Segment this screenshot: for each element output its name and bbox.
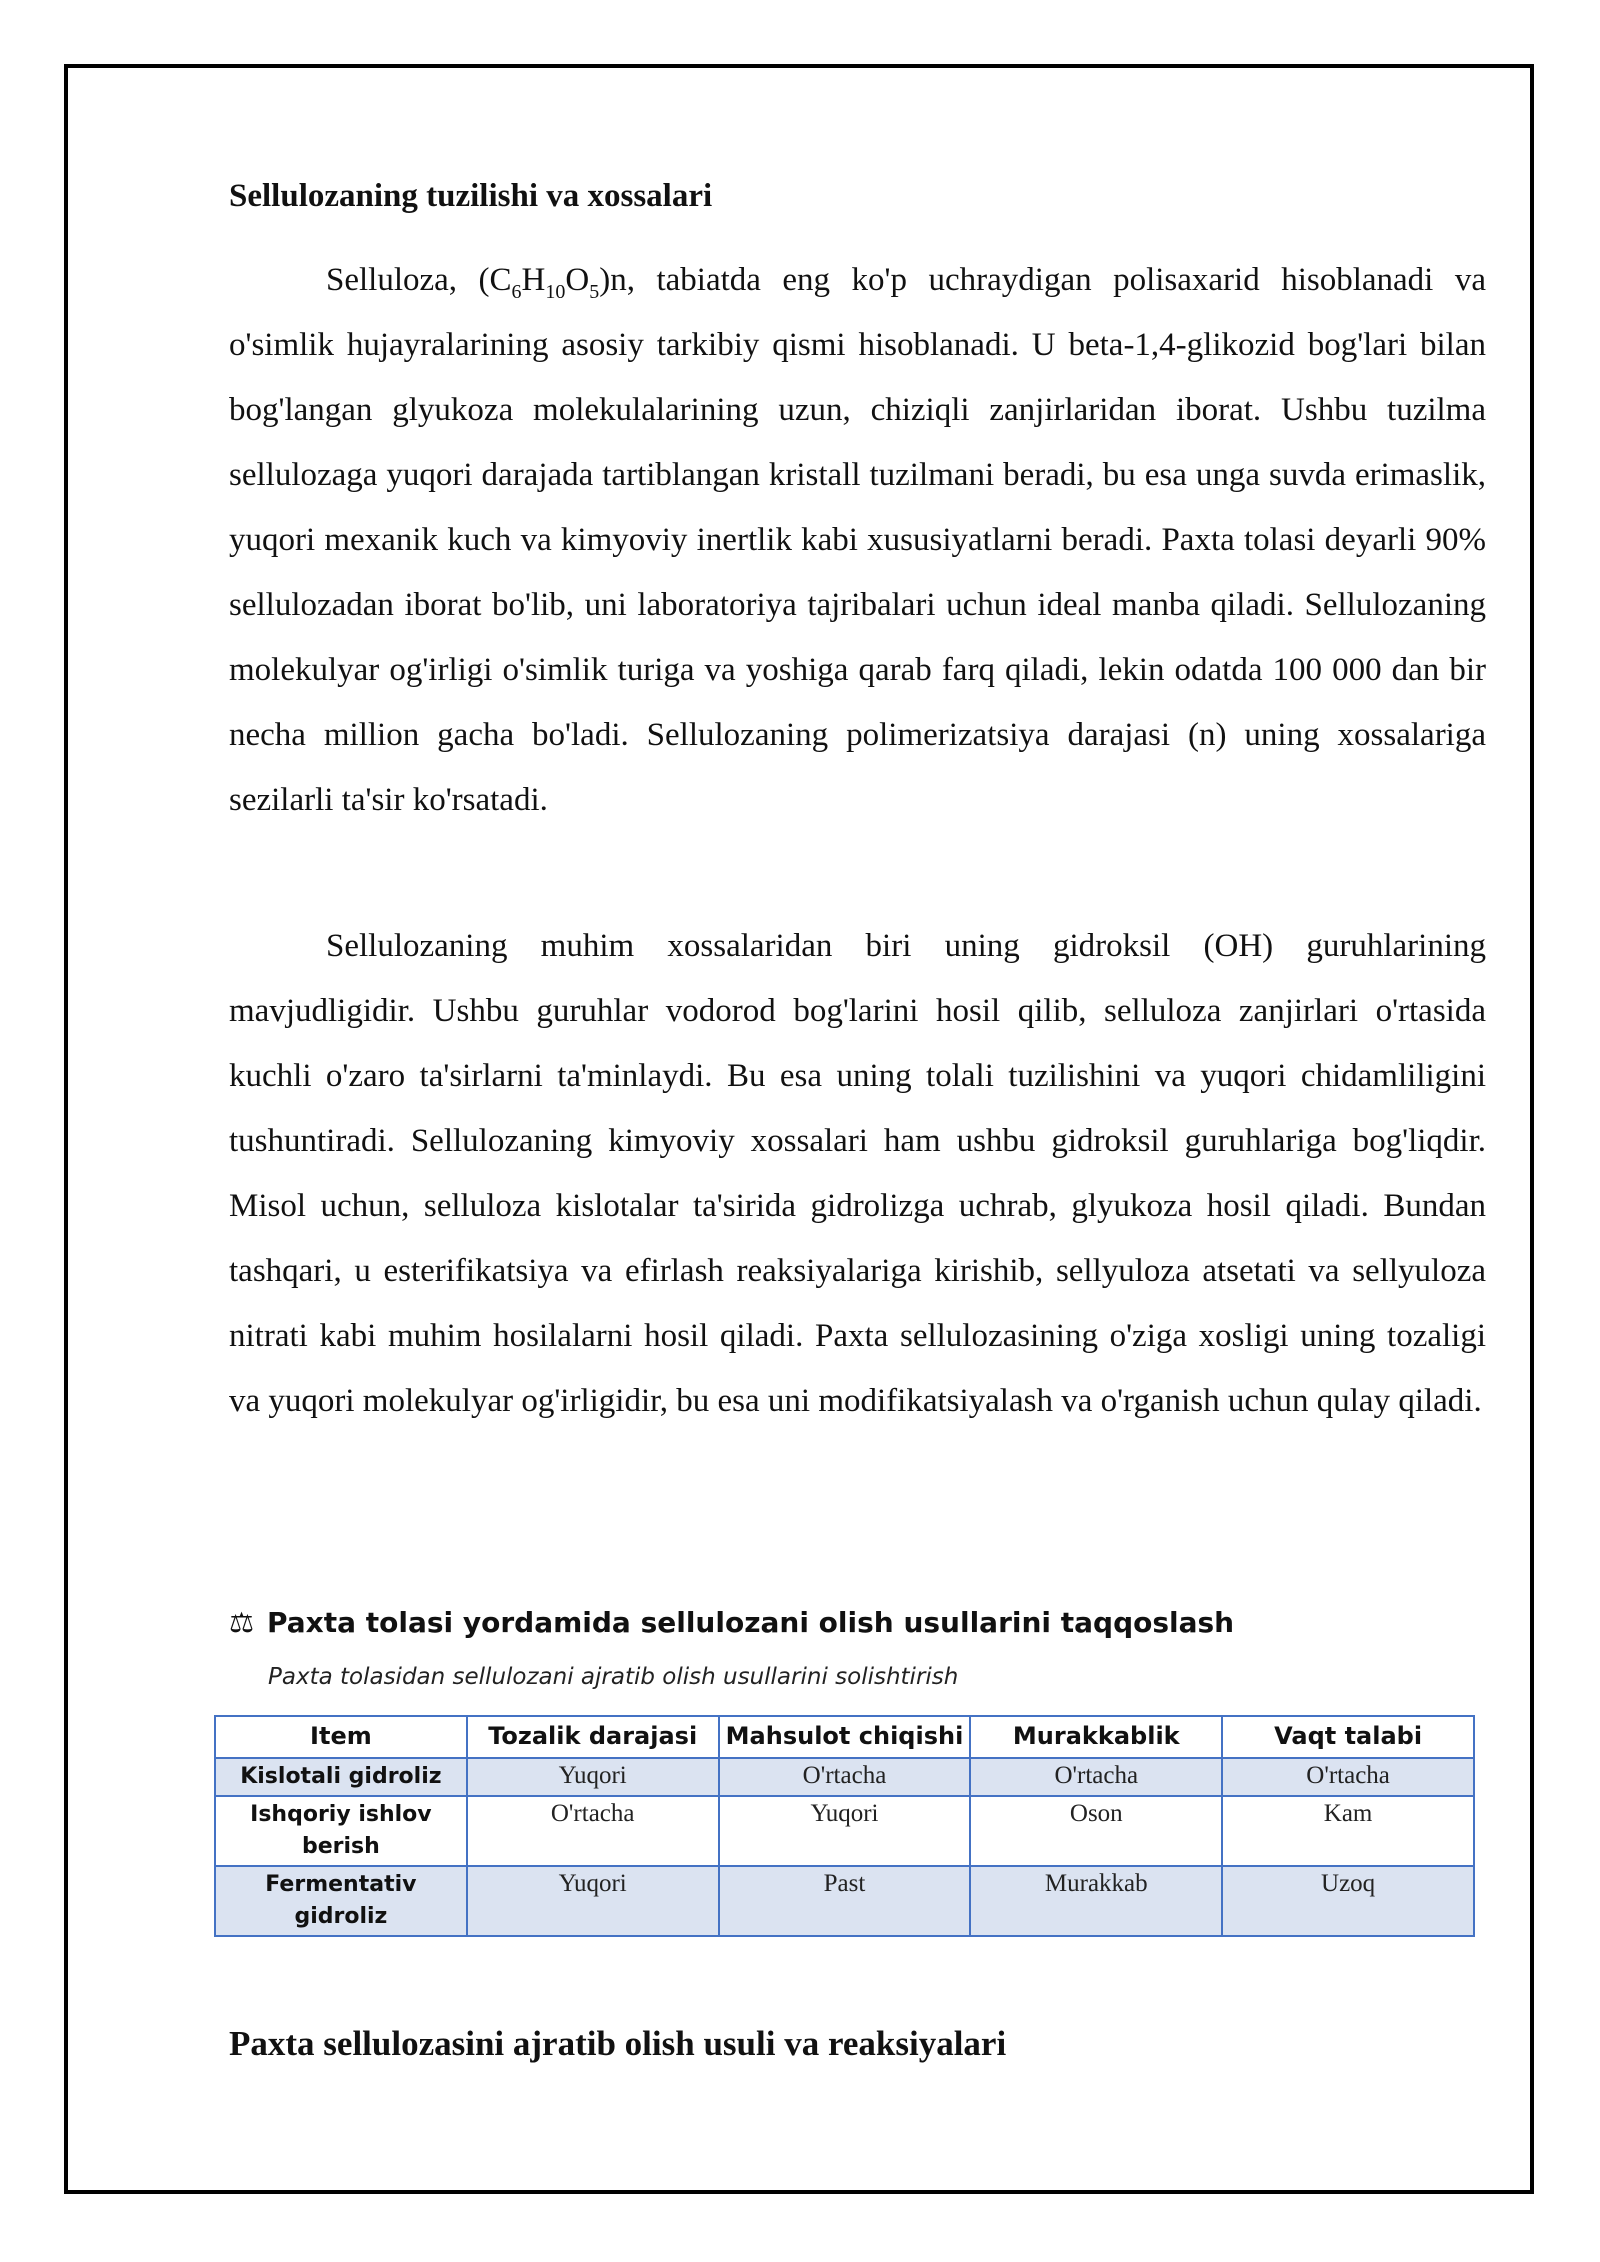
subscript: 6 [511, 281, 522, 303]
subscript: 10 [545, 281, 566, 303]
table-header-row [215, 1716, 1474, 1758]
section-title: Sellulozaning tuzilishi va xossalari [229, 178, 713, 214]
section-title: Paxta sellulozasini ajratib olish usuli va reaksiyalari [229, 2024, 1007, 2063]
body-paragraph [229, 914, 1486, 1434]
scale-icon: ⚖ [229, 1606, 255, 1639]
formula-text: Selluloza, (C [326, 262, 512, 298]
table-cell: Kam [1222, 1796, 1474, 1866]
paragraph-text: )n, tabiatda eng ko'p uchraydigan polisaxarid hisoblanadi va o'simlik hujayralarining asosiy tarkibiy qismi hisoblanadi. U beta-1,4-glikozid bog'lari bilan bog'langan glyukoza molekulalarining uzun, chiziqli zanjirlaridan iborat. Ushbu tuzilma sellulozaga yuqori darajada tartiblangan kristall tuzilmani beradi, bu esa unga suvda erimaslik, yuqori mexanik kuch va kimyoviy inertlik kabi xususiyatlarni beradi. Paxta tolasi deyarli 90% sellulozadan iborat bo'lib, uni laboratoriya tajribalari uchun ideal manba qiladi. Sellulozaning molekulyar og'irligi o'simlik turiga va yoshiga qarab farq qiladi, lekin odatda 100 000 dan bir necha million gacha bo'ladi. Sellulozaning polimerizatsiya darajasi (n) uning xossalariga sezilarli ta'sir ko'rsatadi. [229, 262, 1486, 818]
table-cell: Oson [970, 1796, 1222, 1866]
row-header: Fermentativ gidroliz [215, 1866, 467, 1936]
table-row [215, 1796, 1474, 1866]
row-header: Ishqoriy ishlov berish [215, 1796, 467, 1866]
paragraph-text: Sellulozaning muhim xossalaridan biri uning gidroksil (OH) guruhlarining mavjudligidir. Ushbu guruhlar vodorod bog'larini hosil qilib, selluloza zanjirlari o'rtasida kuchli o'zaro ta'sirlarni ta'minlaydi. Bu esa uning tolali tuzilishini va yuqori chidamliligini tushuntiradi. Sellulozaning kimyoviy xossalari ham ushbu gidroksil guruhlariga bog'liqdir. Misol uchun, selluloza kislotalar ta'sirida gidrolizga uchrab, glyukoza hosil qiladi. Bundan tashqari, u esterifikatsiya va efirlash reaksiyalariga kirishib, sellyuloza atsetati va sellyuloza nitrati kabi muhim hosilalarni hosil qiladi. Paxta sellulozasining o'ziga xosligi uning tozaligi va yuqori molekulyar og'irligidir, bu esa uni modifikatsiyalash va o'rganish uchun qulay qiladi. [229, 928, 1486, 1419]
column-header: Item [215, 1716, 467, 1758]
table-row [215, 1866, 1474, 1936]
column-header: Tozalik darajasi [467, 1716, 719, 1758]
table-cell: O'rtacha [1222, 1758, 1474, 1796]
subscript: 5 [589, 281, 600, 303]
table-cell: Yuqori [467, 1866, 719, 1936]
table-cell: O'rtacha [467, 1796, 719, 1866]
table-cell: Yuqori [719, 1796, 971, 1866]
table-cell: O'rtacha [970, 1758, 1222, 1796]
column-header: Murakkablik [970, 1716, 1222, 1758]
column-header: Vaqt talabi [1222, 1716, 1474, 1758]
column-header: Mahsulot chiqishi [719, 1716, 971, 1758]
table-title-text: Paxta tolasi yordamida sellulozani olish usullarini taqqoslash [267, 1606, 1235, 1639]
formula-text: O [565, 262, 590, 298]
formula-text: H [521, 262, 546, 298]
table-cell: O'rtacha [719, 1758, 971, 1796]
table-row [215, 1758, 1474, 1796]
table-cell: Murakkab [970, 1866, 1222, 1936]
body-paragraph [229, 248, 1486, 833]
table-caption: Paxta tolasidan sellulozani ajratib olish usullarini solishtirish [268, 1664, 959, 1690]
table-cell: Past [719, 1866, 971, 1936]
table-title [229, 1606, 1234, 1639]
row-header: Kislotali gidroliz [215, 1758, 467, 1796]
table-cell: Yuqori [467, 1758, 719, 1796]
table-cell: Uzoq [1222, 1866, 1474, 1936]
comparison-table [214, 1715, 1475, 1937]
